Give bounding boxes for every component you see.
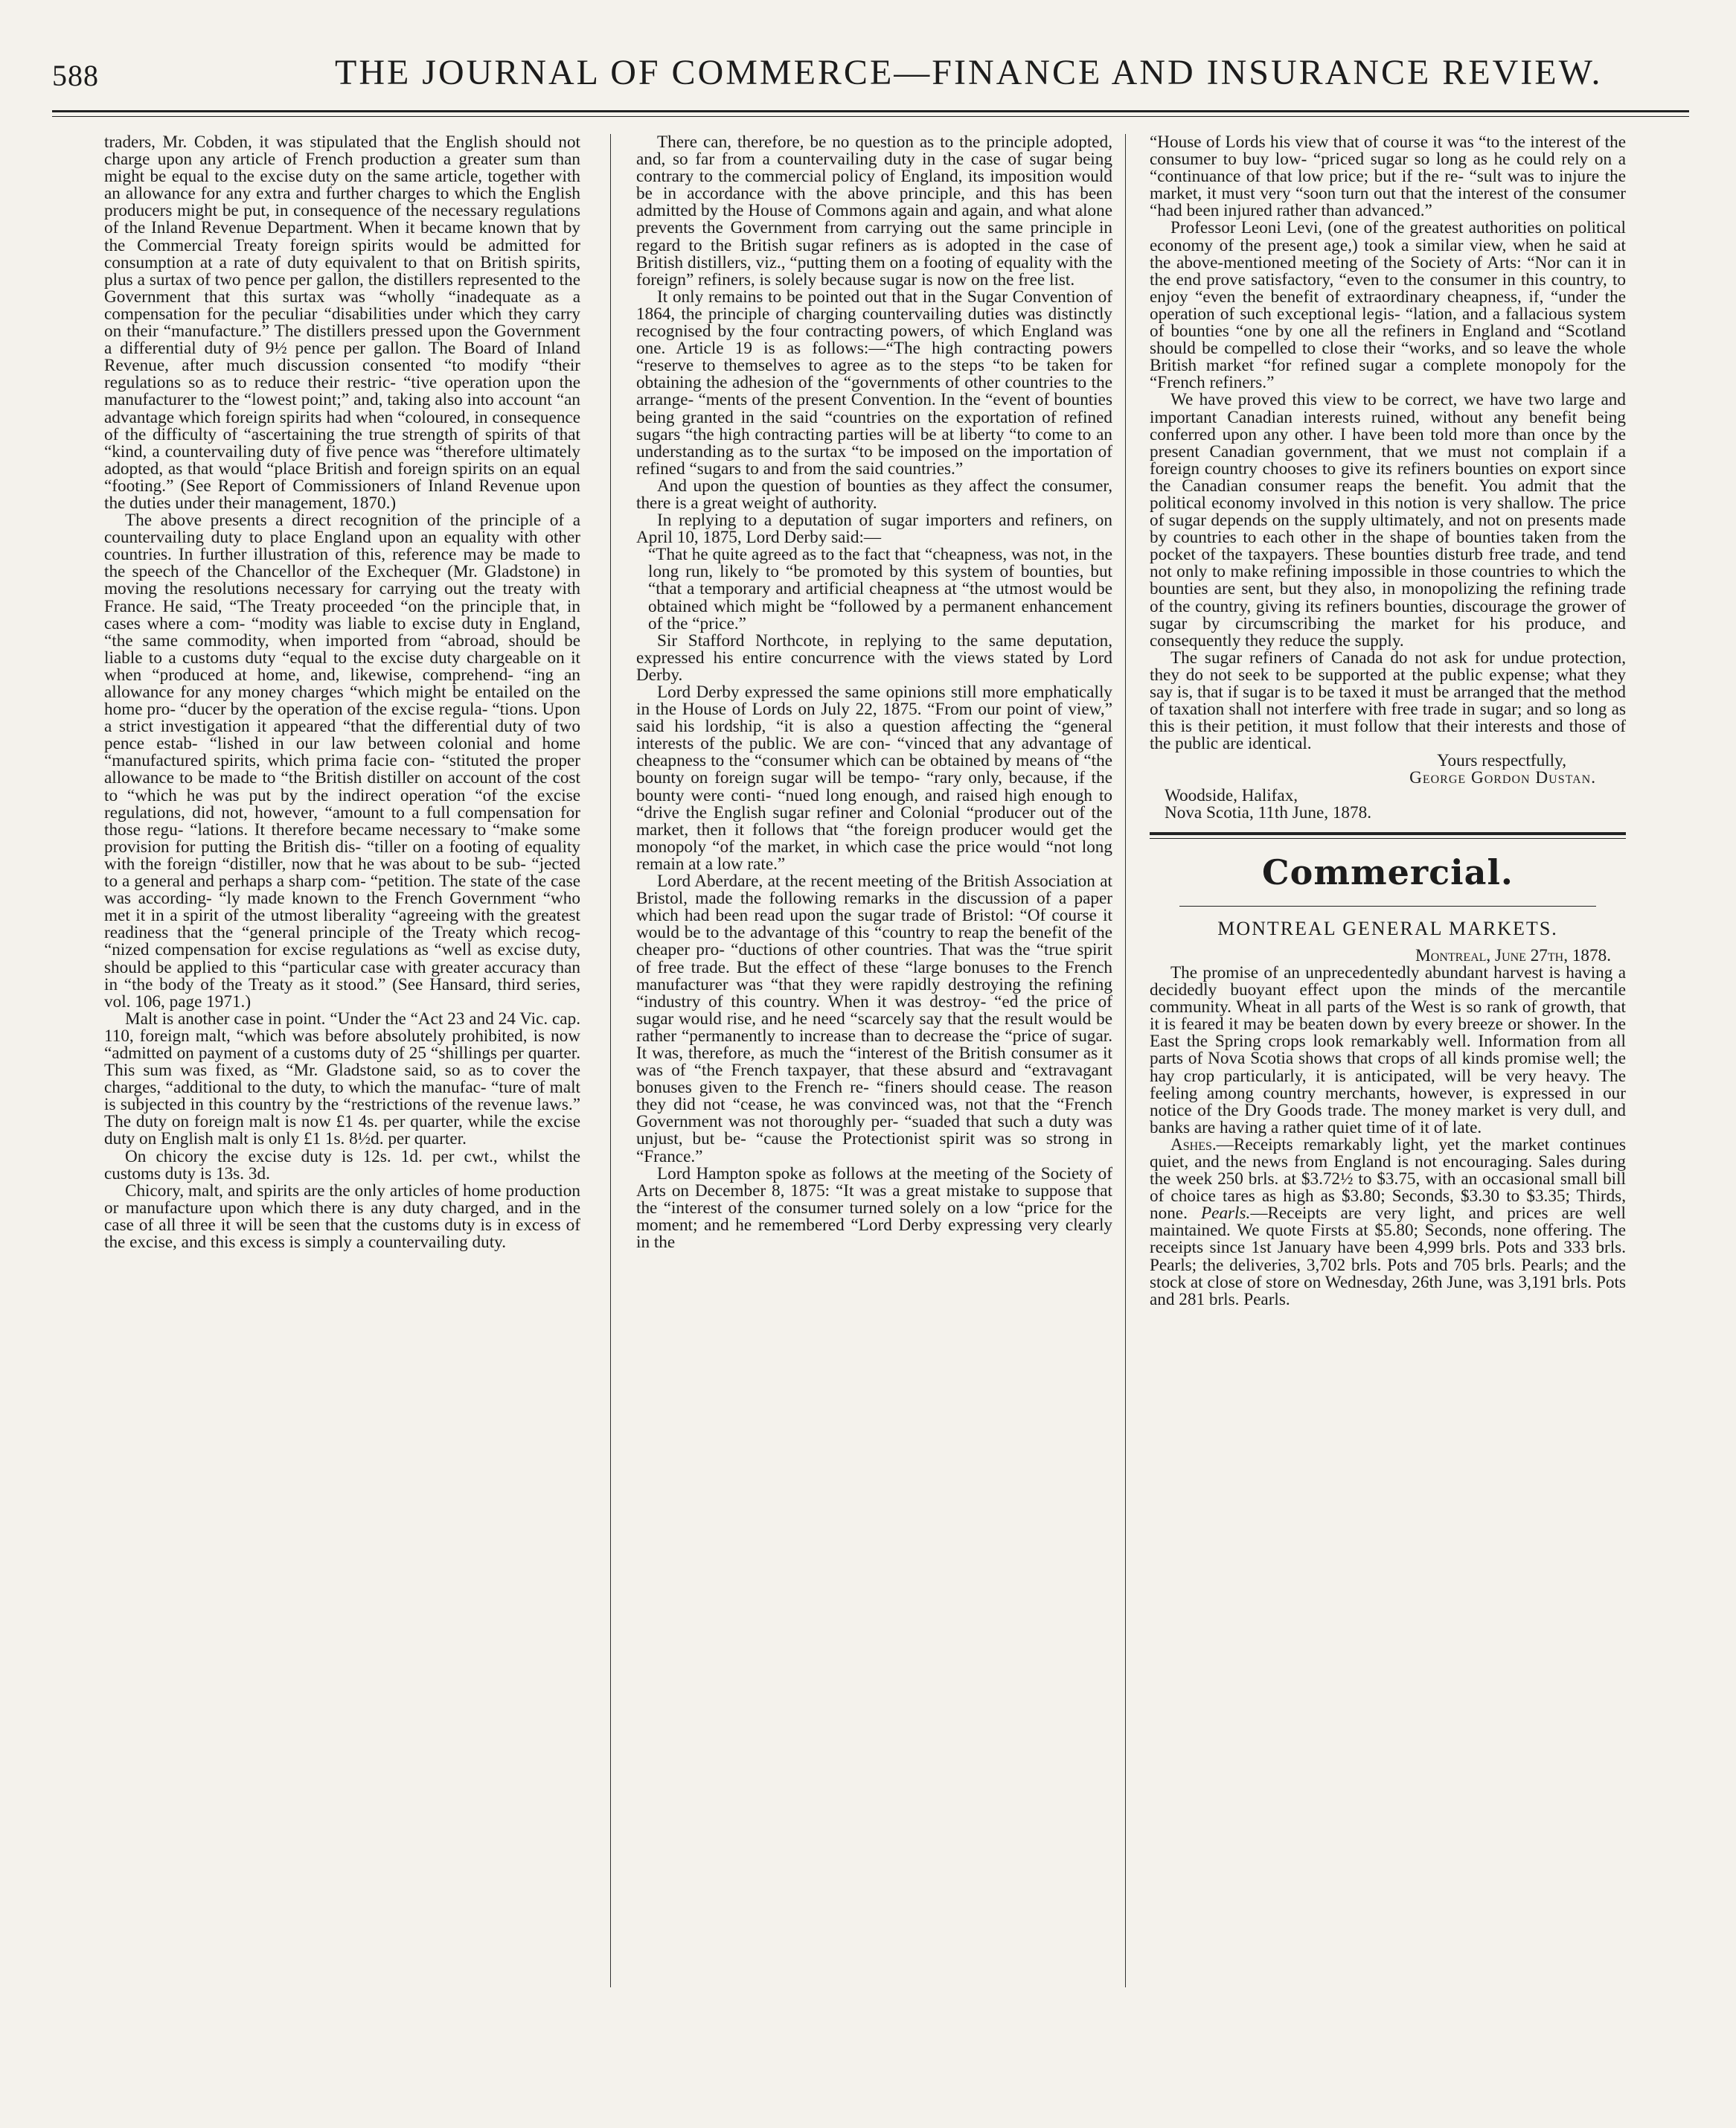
market-text: —Receipts remarkably light, yet the market continues quiet, and the news from England is not encouraging. Sales during the week 250 brls. at $3.72½ to $3.75, with an occasional small bill of choice tares as high as $3.80; Seconds, $3.30 to $3.35; Thirds, none. <box>1150 1134 1626 1224</box>
column-divider <box>1125 134 1126 1987</box>
signature: George Gordon Dustan. <box>1409 768 1596 788</box>
column-2 <box>636 134 1112 1251</box>
paragraph: Professor Leoni Levi, (one of the greatest authorities on political economy of the present age,) took a similar view, when he said at the above-mentioned meeting of the Society of Arts: “Nor can it in the end prove satisfactory, “even to the consumer in this country, to enjoy “even the benefit of extraordinary cheapness, if, “under the operation of such exceptional legis- “lation, and a fallacious system of bounties “one by one all the refiners in England and “Scotland should be compelled to close their “works, and so leave the whole British market “for refined sugar a complete monopoly for the “French refiners.” <box>1150 218 1626 393</box>
market-text: —Receipts are very light, and prices are well maintained. We quote Firsts at $5.80; Seconds, none offering. The receipts since 1st January have been 4,999 brls. Pots and 333 brls. Pearls; the deliveries, 3,702 brls. Pots and 705 brls. Pearls; and the stock at close of store on Wednesday, 26th June, was 3,191 brls. Pots and 281 brls. Pearls. <box>1150 1204 1626 1309</box>
address-line: Woodside, Halifax, <box>1165 785 1298 805</box>
paragraph: traders, Mr. Cobden, it was stipulated that the English should not charge upon any article of French production a greater sum than might be equal to the excise duty on the same article, together with an allowance for any extra and further charges to which the English producers might be put, in consequence of the necessary regulations of the Inland Revenue Department. When it became known that by the Commercial Treaty foreign spirits would be admitted for consumption at a rate of duty equivalent to that on British spirits, plus a surtax of two pence per gallon, the distillers represented to the Government that this surtax was “wholly “inadequate as a compensation for the peculiar “disabilities under which they carry on their “manufacture.” The distillers pressed upon the Government a differential duty of 9½ pence per gallon. The Board of Inland Revenue, after much discussion consented “to modify “their regulations so as to reduce their restric- “tive operation upon the manufacturer to the “lowest point;” and, taking also into account “an advantage which foreign spirits had when “coloured, in consequence of the difficulty of “ascertaining the true strength of spirits of that “kind, a countervailing duty of five pence was “therefore ultimately adopted, as that would “place British and foreign spirits on an equal “footing.” (See Report of Commissioners of Inland Revenue upon the duties under their management, 1870.) <box>104 132 580 513</box>
paragraph: In replying to a deputation of sugar importers and refiners, on April 10, 1875, Lord Derby said:— <box>636 511 1112 548</box>
paragraph <box>1150 1134 1626 1309</box>
paragraph: And upon the question of bounties as they affect the consumer, there is a great weight of authority. <box>636 476 1112 513</box>
paragraph: Lord Derby expressed the same opinions still more emphatically in the House of Lords on July 22, 1875. “From our point of view,” said his lordship, “it is also a question affecting the “general interests of the public. We are con- “vinced that any advantage of cheapness to the “consumer which can be obtained by means of “the bounty on foreign sugar will be tempo- “rary only, because, if the bounty were conti- “nued long enough, and raised high enough to “drive the English sugar refiner and Colonial “producer out of the market, then it follows that “the foreign producer would get the monopoly “of the market, in which case the price would “not long remain at a low rate.” <box>636 683 1112 874</box>
section-rule <box>1150 832 1626 839</box>
paragraph: Chicory, malt, and spirits are the only articles of home production or manufacture upon which there is any duty charged, and in the case of all three it will be seen that the customs duty is in excess of the excise, and this excess is simply a countervailing duty. <box>104 1180 580 1252</box>
paragraph: Malt is another case in point. “Under the “Act 23 and 24 Vic. cap. 110, foreign malt, “which was before absolutely prohibited, is now “admitted on payment of a customs duty of 25 “shillings per quarter. This sum was fixed, as “Mr. Gladstone said, so as to cover the charges, “additional to the duty, to which the manufac- “ture of malt is subjected in this country by the “restrictions of the revenue laws.” The duty on foreign malt is now £1 4s. per quarter, while the excise duty on English malt is only £1 1s. 8½d. per quarter. <box>104 1009 580 1149</box>
paragraph: Lord Aberdare, at the recent meeting of the British Association at Bristol, made the following remarks in the discussion of a paper which had been read upon the sugar trade of Bristol: “Of course it would be to the advantage of this “country to reap the benefit of the cheaper pro- “ductions of other countries. That was the “true spirit of free trade. But the effect of these “large bonuses to the French manufacturer was “that they were rapidly destroying the refining “industry of this country. When it was destroy- “ed the price of sugar would rise, and he need “scarcely say that the result would be rather “permanently to increase than to decrease the “price of sugar. It was, therefore, as much the “interest of the British consumer as it was of “the French taxpayer, that these absurd and “extravagant bonuses given to the French re- “finers should cease. The reason they did not “cease, he was convinced was, not that the “French Government was not thoroughly per- “suaded that such a duty was unjust, but be- “cause the Protectionist spirit was so strong in “France.” <box>636 872 1112 1166</box>
header-rule <box>52 110 1689 112</box>
paragraph: There can, therefore, be no question as to the principle adopted, and, so far from a countervailing duty in the case of sugar being contrary to the commercial policy of England, its imposition would be in accordance with the above principle, and this has been admitted by the House of Commons again and again, and what alone prevents the Government from carrying out the same principle in regard to the British sugar refiners as is adopted in the case of British distillers, viz., “putting them on a footing of equality with the foreign” refiners, is solely because sugar is now on the free list. <box>636 132 1112 290</box>
column-1 <box>104 134 580 1251</box>
header-rule-thin <box>52 116 1689 117</box>
quotation: “That he quite agreed as to the fact that “cheapness, was not, in the long run, likely to “be promoted by this system of bounties, but “that a temporary and artificial cheapness at “the utmost would be obtained which might be “followed by a permanent enhancement of the “price.” <box>648 545 1112 633</box>
column-divider <box>610 134 611 1987</box>
subheading: MONTREAL GENERAL MARKETS. <box>1217 917 1558 939</box>
market-label: Ashes. <box>1170 1134 1217 1154</box>
column-3 <box>1150 134 1626 1309</box>
paragraph: Lord Hampton spoke as follows at the meeting of the Society of Arts on December 8, 1875: “It was a great mistake to suppose that the “interest of the consumer turned solely on a low “price for the moment; and he remembered “Lord Derby expressing very clearly in the <box>636 1163 1112 1252</box>
section-rule-thin <box>1179 906 1596 907</box>
running-head: THE JOURNAL OF COMMERCE—FINANCE AND INSURANCE REVIEW. <box>335 53 1603 92</box>
letter-closing: Yours respectfully, <box>1437 751 1566 771</box>
paragraph: The promise of an unprecedentedly abundant harvest is having a decidedly buoyant effect upon the minds of the mercantile community. Wheat in all parts of the West is so rank of growth, that it is feared it may be beaten down by every breeze or shower. In the East the Spring crops look remarkably well. Information from all parts of Nova Scotia shows that crops of all kinds promise well; the hay crop particularly, it is anticipated, will be very heavy. The feeling among country merchants, however, is expressed in our notice of the Dry Goods trade. The money market is very dull, and banks are having a rather quiet time of it of late. <box>1150 962 1626 1137</box>
address-line: Nova Scotia, 11th June, 1878. <box>1165 802 1372 822</box>
dateline: Montreal, June 27th, 1878. <box>1415 945 1611 965</box>
paragraph: The above presents a direct recognition of the principle of a countervailing duty to place England upon an equality with other countries. In further illustration of this, reference may be made to the speech of the Chancellor of the Exchequer (Mr. Gladstone) in moving the resolutions necessary for carrying out the treaty with France. He said, “The Treaty proceeded “on the principle that, in cases where a com- “modity was liable to excise duty in England, “the same commodity, when imported from “abroad, should be liable to a customs duty “equal to the excise duty chargeable on it when “produced at home, and, likewise, comprehend- “ing an allowance for any money charges “which might be entailed on the home pro- “ducer by the operation of the excise regula- “tions. Upon a strict investigation it appeared “that the differential duty of two pence estab- “lished in our law between colonial and home “manufactured spirits, which prima facie con- “stituted the proper allowance to be made to “the British distiller on account of the cost to “which he was put by the indirect operation “of the excise regulations, did not, however, “amount to a full compensation for those regu- “lations. It therefore became necessary to “make some provision for putting the British dis- “tiller on a footing of equality with the foreign “distiller, now that he was about to be sub- “jected to a general and perhaps a sharp com- “petition. The state of the case was according- “ly made known to the French Government “who met it in a spirit of the utmost liberality “agreeing with the greatest readiness that the “general principle of the Treaty which recog- “nized compensation for excise regulations as “well as excise duty, should be applied to this “particular case with greater accuracy than in “the body of the Treaty as it stood.” (See Hansard, third series, vol. 106, page 1971.) <box>104 511 580 1012</box>
paragraph: Sir Stafford Northcote, in replying to the same deputation, expressed his entire concurrence with the views stated by Lord Derby. <box>636 630 1112 685</box>
paragraph: “House of Lords his view that of course it was “to the interest of the consumer to buy low- “priced sugar so long as he could rely on a “continuance of that low price; but if the re- “sult was to injure the market, it must very “soon turn out that the interest of the consumer “had been injured rather than advanced.” <box>1150 132 1626 221</box>
market-label: Pearls. <box>1200 1204 1251 1224</box>
section-title: Commercial. <box>1262 851 1514 892</box>
paragraph: We have proved this view to be correct, we have two large and important Canadian interests ruined, without any benefit being conferred upon any other. I have been told more than once by the present Canadian government, that we must not complain if a foreign country chooses to give its refiners bounties on export since the Canadian consumer reaps the benefit. You admit that the political economy involved in this notion is very shallow. The price of sugar depends on the supply ultimately, and not on presents made by countries to each other in the shape of bounties taken from the pocket of the taxpayers. These bounties disturb free trade, and tend not only to make refining impossible in those countries to which the bounties are sent, but they also, in monopolizing the refining trade of the country, giving its refiners bounties, discourage the grower of sugar by circumscribing the market for his produce, and consequently they reduce the supply. <box>1150 390 1626 651</box>
paragraph: On chicory the excise duty is 12s. 1d. per cwt., whilst the customs duty is 13s. 3d. <box>104 1146 580 1183</box>
paragraph: The sugar refiners of Canada do not ask for undue protection, they do not seek to be supported at the public expense; what they say is, that if sugar is to be taxed it must be arranged that the method of taxation shall not interfere with free trade in sugar; and so long as this is their petition, it must follow that their interests and those of the public are identical. <box>1150 648 1626 754</box>
page-number: 588 <box>52 59 99 92</box>
page-header <box>52 52 1689 97</box>
paragraph: It only remains to be pointed out that in the Sugar Convention of 1864, the principle of charging countervailing duties was distinctly recognised by the four contracting powers, of which England was one. Article 19 is as follows:—“The high contracting powers “reserve to themselves to agree as to the steps “to be taken for obtaining the adhesion of the “governments of other countries to the arrange- “ments of the present Convention. In the “event of bounties being granted in the said “countries on the exportation of refined sugars “the high contracting parties will be at liberty “to come to an understanding as to the surtax “to be imposed on the importation of refined “sugars to and from the said countries.” <box>636 287 1112 479</box>
